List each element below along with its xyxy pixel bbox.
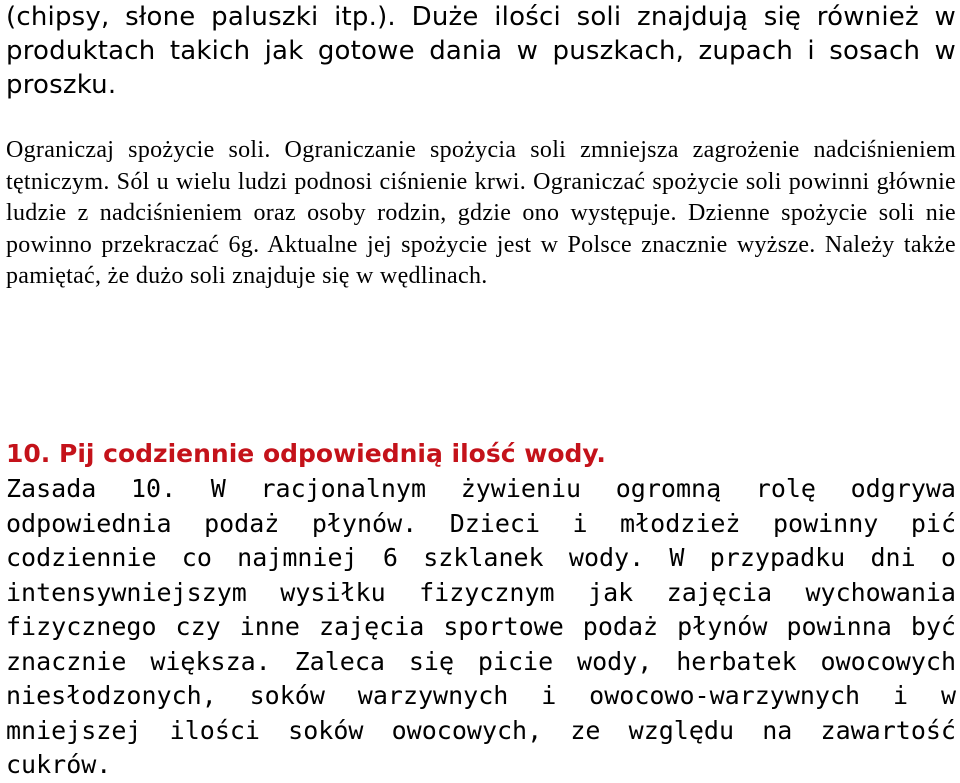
intro-paragraph: (chipsy, słone paluszki itp.). Duże ilości soli znajdują się również w produktach takich jak gotowe dania w puszkach, zupach i sosach w proszku.: [6, 2, 956, 100]
rule-10-heading: 10. Pij codziennie odpowiednią ilość wody.: [6, 439, 606, 468]
rule-10-paragraph: Zasada 10. W racjonalnym żywieniu ogromną rolę odgrywa odpowiednia podaż płynów. Dzieci i młodzież powinny pić codziennie co najmniej 6 szklanek wody. W przypadku dni o intensywniejszym wysiłku fizycznym jak zajęcia wychowania fizycznego czy inne zajęcia sportowe podaż płynów powinna być znacznie większa. Zaleca się picie wody, herbatek owocowych niesłodzonych, soków warzywnych i owocowo-warzywnych i w mniejszej ilości soków owocowych, ze względu na zawartość cukrów.: [6, 474, 956, 779]
salt-limit-paragraph: Ograniczaj spożycie soli. Ograniczanie spożycia soli zmniejsza zagrożenie nadciśnieniem tętniczym. Sól u wielu ludzi podnosi ciśnienie krwi. Ograniczać spożycie soli powinni głównie ludzie z nadciśnieniem oraz osoby rodzin, gdzie ono występuje. Dzienne spożycie soli nie powinno przekraczać 6g. Aktualne jej spożycie jest w Polsce znacznie wyższe. Należy także pamiętać, że dużo soli znajduje się w wędlinach.: [6, 137, 956, 289]
